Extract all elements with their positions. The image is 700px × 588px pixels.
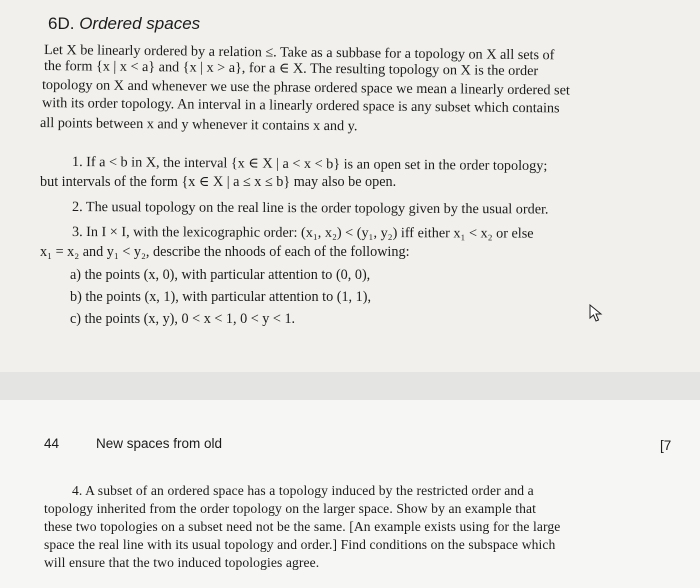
section-title-text: Ordered spaces (79, 14, 201, 33)
intro-line: Let X be linearly ordered by a relation ≤. Take as a subbase for a topology on X all sets of (43, 42, 555, 64)
chapter-title: New spaces from old (96, 436, 223, 451)
chapter-mark: [7 (660, 438, 672, 453)
intro-line: the form {x | x < a} and {x | x > a}, for a ∈ X. The resulting topology on X is the order (43, 58, 539, 80)
item-3c: c) the points (x, y), 0 < x < 1, 0 < y < 1. (70, 311, 296, 327)
item-2: 2. The usual topology on the real line is the order topology given by the usual order. (71, 199, 549, 218)
intro-line: with its order topology. An interval in a linearly ordered space is any subset which contains (41, 95, 560, 117)
section-title (48, 14, 200, 34)
page-number: 44 (44, 436, 60, 451)
page-gap (0, 372, 700, 400)
item-3b: b) the points (x, 1), with particular attention to (1, 1), (70, 289, 372, 305)
item-4-line: space the real line with its usual topology and order.] Find conditions on the subspace which (44, 537, 556, 552)
intro-line: all points between x and y whenever it contains x and y. (39, 115, 358, 135)
item-1: 1. If a < b in X, the interval {x ∈ X | a < x < b} is an open set in the order topology; (71, 154, 548, 175)
item-3: 3. In I × I, with the lexicographic order: (x₁, x₂) < (y₁, y₂) iff either x₁ < x₂ or else (71, 224, 534, 242)
item-3-cont: x₁ = x₂ and y₁ < y₂, describe the nhoods of each of the following: (40, 244, 410, 260)
item-1-cont: but intervals of the form {x ∈ X | a ≤ x ≤ b} may also be open. (40, 174, 397, 190)
item-4: 4. A subset of an ordered space has a topology induced by the restricted order and a (72, 483, 534, 498)
lower-page (0, 400, 700, 588)
item-4-line: these two topologies on a subset need not be the same. [An example exists using for the large (44, 519, 561, 534)
intro-line: topology on X and whenever we use the phrase ordered space we mean a linearly ordered set (41, 77, 570, 99)
item-3a: a) the points (x, 0), with particular attention to (0, 0), (70, 267, 371, 283)
item-4-line: will ensure that the two induced topologies agree. (44, 555, 320, 570)
section-number: 6D. (48, 14, 75, 33)
item-4-line: topology inherited from the order topology on the larger space. Show by an example that (44, 501, 537, 516)
mouse-pointer-icon (588, 304, 604, 322)
